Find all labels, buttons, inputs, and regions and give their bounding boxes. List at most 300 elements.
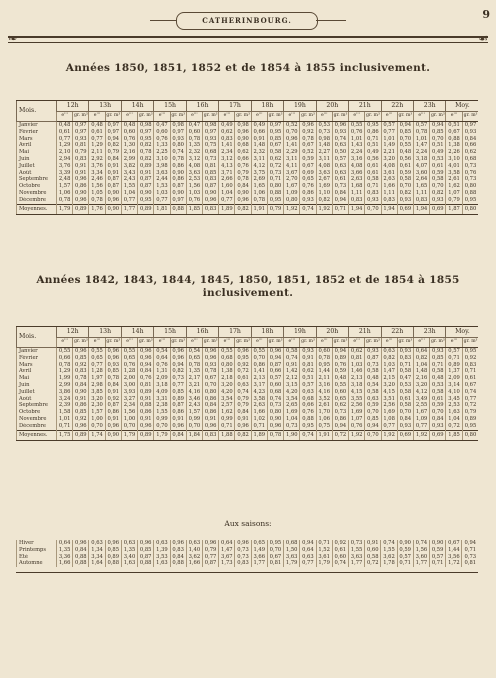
bottom-rule: [16, 572, 478, 573]
table-cell: 0,83: [413, 197, 429, 204]
table-cell: 0,74: [170, 149, 186, 156]
table-cell: 0,87: [105, 183, 121, 190]
section2-title: Années 1842, 1843, 1844, 1845, 1850, 1851, 1852 et de 1854 à 1855 inclusivement.: [36, 274, 460, 299]
table-cell: 2,12: [284, 375, 300, 382]
mean-cell: 1,76: [89, 204, 105, 214]
unit-tension-header: e''': [57, 338, 73, 348]
table-row: [17, 163, 479, 170]
table-cell: 0,89: [446, 362, 462, 369]
table-cell: 0,73: [267, 402, 283, 409]
table-cell: 0,80: [219, 362, 235, 369]
table-cell: 0,70: [430, 136, 446, 143]
table-cell: 0,96: [105, 540, 121, 547]
table-cell: 1,06: [57, 190, 73, 197]
table-cell: 0,96: [300, 122, 316, 129]
table-cell: 1,04: [413, 362, 429, 369]
table-row: [17, 416, 479, 423]
table-cell: 4,08: [186, 163, 202, 170]
table-cell: 3,24: [57, 396, 73, 403]
table-cell: 4,08: [349, 163, 365, 170]
table-cell: 0,88: [462, 190, 478, 197]
table-cell: 1,79: [284, 560, 300, 567]
table-cell: 0,74: [267, 396, 283, 403]
hour-header: 18h: [251, 327, 283, 338]
hour-header-row: [17, 327, 479, 338]
table-row: [17, 170, 479, 177]
table-cell: 0,71: [219, 423, 235, 430]
table-cell: 0,59: [365, 402, 381, 409]
table-cell: 0,76: [138, 375, 154, 382]
table-cell: 0,76: [349, 423, 365, 430]
table-cell: 0,77: [300, 560, 316, 567]
table-cell: 0,87: [170, 402, 186, 409]
table-cell: 1,10: [316, 190, 332, 197]
table-cell: 1,48: [251, 142, 267, 149]
table-cell: 0,77: [89, 136, 105, 143]
table-cell: 2,32: [251, 149, 267, 156]
table-cell: 0,97: [170, 197, 186, 204]
table-cell: 0,87: [365, 355, 381, 362]
header-title: CATHERINBOURG.: [176, 12, 318, 30]
table-cell: 0,78: [57, 362, 73, 369]
table-cell: 0,87: [170, 183, 186, 190]
table-cell: 3,66: [349, 170, 365, 177]
table-cell: 1,70: [316, 409, 332, 416]
table-cell: 1,44: [316, 368, 332, 375]
table-cell: 1,66: [251, 409, 267, 416]
table-cell: 0,57: [381, 122, 397, 129]
table-cell: 0,97: [170, 129, 186, 136]
table-cell: 0,70: [186, 423, 202, 430]
table-cell: 0,53: [430, 382, 446, 389]
table-cell: 0,91: [170, 416, 186, 423]
table-cell: 1,72: [446, 560, 462, 567]
table-cell: 1,56: [89, 183, 105, 190]
table-cell: 3,61: [316, 554, 332, 561]
table-cell: 0,59: [332, 368, 348, 375]
table-cell: 0,85: [203, 170, 219, 177]
row-label: Novembre: [17, 416, 57, 423]
table-cell: 3,36: [57, 554, 73, 561]
table-cell: 0,83: [73, 156, 89, 163]
table-cell: 3,40: [121, 554, 137, 561]
table-cell: 0,66: [462, 142, 478, 149]
table-cell: 0,63: [154, 540, 170, 547]
table-cell: 0,79: [462, 409, 478, 416]
table-cell: 1,49: [381, 142, 397, 149]
mean-cell: 0,88: [170, 204, 186, 214]
unit-humidity-header: gr. m³: [170, 338, 186, 348]
mean-cell: 0,90: [105, 204, 121, 214]
table-cell: 0,96: [332, 122, 348, 129]
table-cell: 3,31: [154, 396, 170, 403]
table-row: [17, 402, 479, 409]
table-cell: 0,71: [57, 423, 73, 430]
table-cell: 0,99: [186, 416, 202, 423]
table-cell: 1,97: [89, 375, 105, 382]
table-cell: 0,77: [413, 423, 429, 430]
table-cell: 0,72: [235, 368, 251, 375]
mean-label: Moyennes.: [17, 430, 57, 440]
table-cell: 3,49: [413, 396, 429, 403]
table-cell: 0,96: [73, 197, 89, 204]
table-cell: 0,66: [235, 156, 251, 163]
table-cell: 0,91: [105, 416, 121, 423]
table-cell: 0,90: [430, 540, 446, 547]
row-label: Mai: [17, 375, 57, 382]
hour-header: 22h: [381, 101, 413, 112]
table-cell: 1,47: [381, 368, 397, 375]
table-cell: 0,96: [235, 129, 251, 136]
table-cell: 1,33: [154, 142, 170, 149]
table-cell: 0,64: [413, 348, 429, 355]
table-cell: 1,01: [381, 136, 397, 143]
mean-cell: 1,75: [57, 430, 73, 440]
table-cell: 3,63: [186, 170, 202, 177]
mean-cell: 1,94: [381, 204, 397, 214]
table-cell: 3,76: [57, 163, 73, 170]
unit-tension-header: e''': [349, 338, 365, 348]
row-label: Printemps: [17, 547, 57, 554]
table-cell: 0,76: [121, 136, 137, 143]
table-cell: 0,90: [235, 190, 251, 197]
table-cell: 0,86: [251, 362, 267, 369]
table-cell: 0,93: [105, 362, 121, 369]
table-cell: 0,93: [170, 136, 186, 143]
table-cell: 3,34: [89, 554, 105, 561]
mean-cell: 1,77: [121, 204, 137, 214]
mean-cell: 0,82: [235, 430, 251, 440]
table-cell: 2,94: [57, 156, 73, 163]
table-cell: 3,20: [381, 382, 397, 389]
table-cell: 0,63: [186, 540, 202, 547]
table-cell: 0,51: [365, 142, 381, 149]
mean-cell: 1,92: [413, 430, 429, 440]
table-cell: 0,67: [267, 142, 283, 149]
table-cell: 3,85: [89, 389, 105, 396]
table-row: [17, 122, 479, 129]
table-cell: 0,89: [462, 416, 478, 423]
table-cell: 0,85: [73, 409, 89, 416]
mean-cell: 1,79: [154, 430, 170, 440]
table-cell: 1,03: [186, 190, 202, 197]
table-cell: 0,92: [73, 362, 89, 369]
table-row: [17, 136, 479, 143]
table-cell: 0,48: [332, 375, 348, 382]
header-rule-left: [150, 20, 176, 21]
table-cell: 2,65: [284, 402, 300, 409]
table-cell: 0,86: [170, 176, 186, 183]
row-label: Mars: [17, 362, 57, 369]
table-cell: 0,96: [105, 348, 121, 355]
table-cell: 1,69: [381, 409, 397, 416]
hour-header-row: [17, 101, 479, 112]
mean-cell: 0,69: [397, 430, 413, 440]
table-cell: 0,58: [397, 176, 413, 183]
table-cell: 1,35: [121, 547, 137, 554]
table-cell: 1,69: [349, 409, 365, 416]
table-cell: 0,67: [446, 540, 462, 547]
table-cell: 0,65: [186, 355, 202, 362]
unit-tension-header: e''': [381, 338, 397, 348]
table-cell: 0,61: [365, 170, 381, 177]
mean-cell: 1,87: [446, 204, 462, 214]
table-cell: 1,55: [381, 547, 397, 554]
table-cell: 1,47: [413, 142, 429, 149]
table-cell: 4,08: [381, 163, 397, 170]
table-cell: 0,96: [203, 197, 219, 204]
table-cell: 1,64: [89, 560, 105, 567]
table-cell: 1,50: [284, 547, 300, 554]
table-cell: 0,82: [381, 355, 397, 362]
table-cell: 0,83: [381, 197, 397, 204]
table-cell: 2,48: [57, 176, 73, 183]
table-cell: 0,74: [284, 355, 300, 362]
table-cell: 0,91: [138, 396, 154, 403]
table-cell: 0,95: [267, 540, 283, 547]
table-cell: 0,58: [365, 389, 381, 396]
table-cell: 0,58: [397, 402, 413, 409]
table-cell: 0,60: [316, 348, 332, 355]
table-cell: 0,58: [430, 389, 446, 396]
table-row: [17, 423, 479, 430]
table-cell: 0,49: [430, 149, 446, 156]
table-cell: 3,86: [57, 389, 73, 396]
table-cell: 1,41: [284, 142, 300, 149]
unit-tension-header: e''': [154, 112, 170, 122]
table-cell: 0,61: [89, 129, 105, 136]
table-cell: 0,96: [170, 348, 186, 355]
table-cell: 0,97: [105, 129, 121, 136]
table-cell: 0,89: [105, 554, 121, 561]
table-cell: 0,94: [332, 348, 348, 355]
table-cell: 0,90: [203, 190, 219, 197]
table-cell: 0,99: [154, 416, 170, 423]
table-cell: 0,49: [219, 122, 235, 129]
table-cell: 0,76: [462, 170, 478, 177]
table-cell: 1,04: [219, 190, 235, 197]
hour-header: 15h: [154, 327, 186, 338]
table-cell: 0,64: [57, 540, 73, 547]
table-cell: 1,11: [381, 190, 397, 197]
section1-table: [16, 100, 478, 215]
hour-header: 23h: [413, 101, 445, 112]
table-cell: 0,80: [284, 197, 300, 204]
table-cell: 0,73: [332, 183, 348, 190]
table-cell: 3,62: [381, 554, 397, 561]
table-cell: 0,86: [203, 396, 219, 403]
table-cell: 0,81: [267, 560, 283, 567]
table-cell: 0,70: [397, 136, 413, 143]
row-label: Janvier: [17, 348, 57, 355]
table-cell: 0,95: [462, 348, 478, 355]
table-cell: 0,86: [73, 183, 89, 190]
mean-cell: 0,79: [267, 204, 283, 214]
table-cell: 0,90: [170, 170, 186, 177]
table-cell: 0,49: [365, 149, 381, 156]
mean-cell: 1,92: [316, 204, 332, 214]
mean-cell: 1,92: [284, 204, 300, 214]
table-cell: 3,12: [186, 156, 202, 163]
month-column-header: Mois.: [17, 327, 57, 348]
table-cell: 1,07: [349, 416, 365, 423]
table-cell: 0,71: [462, 547, 478, 554]
table-cell: 0,85: [267, 136, 283, 143]
table-cell: 1,03: [154, 190, 170, 197]
table-row: [17, 142, 479, 149]
table-cell: 0,86: [203, 409, 219, 416]
table-cell: 0,78: [413, 129, 429, 136]
table-cell: 0,59: [397, 547, 413, 554]
table-row: [17, 368, 479, 375]
table-cell: 0,93: [397, 348, 413, 355]
table-cell: 1,35: [186, 142, 202, 149]
table-cell: 0,61: [430, 163, 446, 170]
table-cell: 2,56: [349, 402, 365, 409]
table-cell: 4,15: [381, 389, 397, 396]
table-cell: 0,83: [235, 560, 251, 567]
table-cell: 0,97: [73, 129, 89, 136]
table-cell: 0,77: [121, 197, 137, 204]
table-cell: 0,55: [349, 122, 365, 129]
table-cell: 0,79: [105, 149, 121, 156]
table-cell: 2,17: [186, 375, 202, 382]
table-cell: 2,24: [349, 149, 365, 156]
table-cell: 3,21: [186, 382, 202, 389]
unit-humidity-header: gr. m³: [462, 112, 478, 122]
table-cell: 0,73: [332, 409, 348, 416]
table-cell: 0,93: [462, 129, 478, 136]
table-cell: 0,83: [73, 368, 89, 375]
table-cell: 0,96: [235, 348, 251, 355]
table-cell: 0,74: [332, 560, 348, 567]
table-cell: 0,82: [397, 190, 413, 197]
table-cell: 1,37: [446, 368, 462, 375]
hour-header: 12h: [57, 327, 89, 338]
table-cell: 0,73: [170, 375, 186, 382]
table-cell: 2,43: [121, 176, 137, 183]
table-row: [17, 375, 479, 382]
table-cell: 0,96: [105, 197, 121, 204]
table-cell: 1,35: [57, 547, 73, 554]
mean-cell: 0,89: [73, 430, 89, 440]
table-cell: 0,57: [332, 156, 348, 163]
table-cell: 0,70: [430, 183, 446, 190]
top-double-rule: [8, 36, 488, 43]
table-cell: 0,96: [202, 540, 218, 547]
table-cell: 3,20: [413, 382, 429, 389]
table-cell: 0,61: [462, 375, 478, 382]
table-cell: 0,60: [154, 129, 170, 136]
table-cell: 1,66: [186, 560, 202, 567]
table-cell: 0,73: [284, 423, 300, 430]
table-cell: 1,78: [381, 560, 397, 567]
mean-cell: 0,83: [203, 430, 219, 440]
unit-tension-header: e''': [446, 338, 462, 348]
table-cell: 0,93: [430, 423, 446, 430]
table-cell: 1,29: [57, 142, 73, 149]
table-cell: 0,95: [235, 355, 251, 362]
table-cell: 0,85: [397, 129, 413, 136]
table-cell: 1,11: [349, 190, 365, 197]
unit-humidity-header: gr. m³: [332, 338, 348, 348]
table-cell: 0,48: [397, 149, 413, 156]
mean-cell: 1,89: [219, 204, 235, 214]
table-cell: 0,70: [267, 547, 283, 554]
table-cell: 0,81: [203, 163, 219, 170]
hour-header: 14h: [121, 101, 153, 112]
table-cell: 2,63: [349, 176, 365, 183]
table-cell: 0,91: [300, 355, 316, 362]
table-cell: 3,62: [186, 554, 202, 561]
table-cell: 0,90: [235, 136, 251, 143]
table-cell: 0,95: [138, 197, 154, 204]
unit-humidity-header: gr. m³: [235, 112, 251, 122]
table-row: [17, 176, 479, 183]
table-cell: 0,74: [235, 389, 251, 396]
table-cell: 0,72: [446, 423, 462, 430]
unit-tension-header: e''': [57, 112, 73, 122]
table-cell: 0,84: [430, 416, 446, 423]
table-cell: 0,57: [397, 554, 413, 561]
table-cell: 0,78: [251, 197, 267, 204]
row-label: Hiver: [17, 540, 57, 547]
table-cell: 0,88: [105, 560, 121, 567]
table-cell: 4,01: [446, 163, 462, 170]
hour-header: 21h: [349, 327, 381, 338]
table-cell: 3,27: [121, 396, 137, 403]
table-cell: 0,73: [316, 129, 332, 136]
table-cell: 1,63: [446, 409, 462, 416]
table-cell: 0,80: [267, 183, 283, 190]
row-label: Mai: [17, 149, 57, 156]
mean-row: [17, 204, 479, 214]
seasons-table: [16, 540, 478, 567]
table-row: [17, 560, 479, 567]
hour-header: Moy.: [446, 327, 478, 338]
table-cell: 0,64: [300, 547, 316, 554]
table-cell: 0,96: [138, 355, 154, 362]
table-cell: 0,63: [365, 396, 381, 403]
table-cell: 3,11: [284, 156, 300, 163]
table-cell: 4,13: [219, 163, 235, 170]
table-cell: 0,86: [105, 409, 121, 416]
table-cell: 4,20: [284, 389, 300, 396]
table-cell: 3,58: [446, 170, 462, 177]
table-cell: 0,88: [300, 416, 316, 423]
table-cell: 0,61: [365, 163, 381, 170]
table-cell: 3,67: [284, 170, 300, 177]
table-cell: 0,96: [73, 540, 89, 547]
table-cell: 1,46: [349, 368, 365, 375]
table-cell: 2,27: [316, 149, 332, 156]
table-cell: 1,66: [381, 183, 397, 190]
hour-header: 14h: [121, 327, 153, 338]
table-cell: 0,84: [462, 136, 478, 143]
hour-header: 21h: [349, 101, 381, 112]
table-cell: 0,92: [300, 129, 316, 136]
table-cell: 0,95: [300, 423, 316, 430]
table-cell: 4,20: [219, 389, 235, 396]
table-cell: 0,80: [170, 142, 186, 149]
table-cell: 0,58: [267, 149, 283, 156]
mean-cell: 0,80: [462, 430, 478, 440]
seasons-title: Aux saisons:: [224, 519, 272, 528]
table-cell: 0,76: [154, 136, 170, 143]
table-cell: 0,67: [446, 129, 462, 136]
row-label: Automne: [17, 560, 57, 567]
table-cell: 0,76: [332, 362, 348, 369]
